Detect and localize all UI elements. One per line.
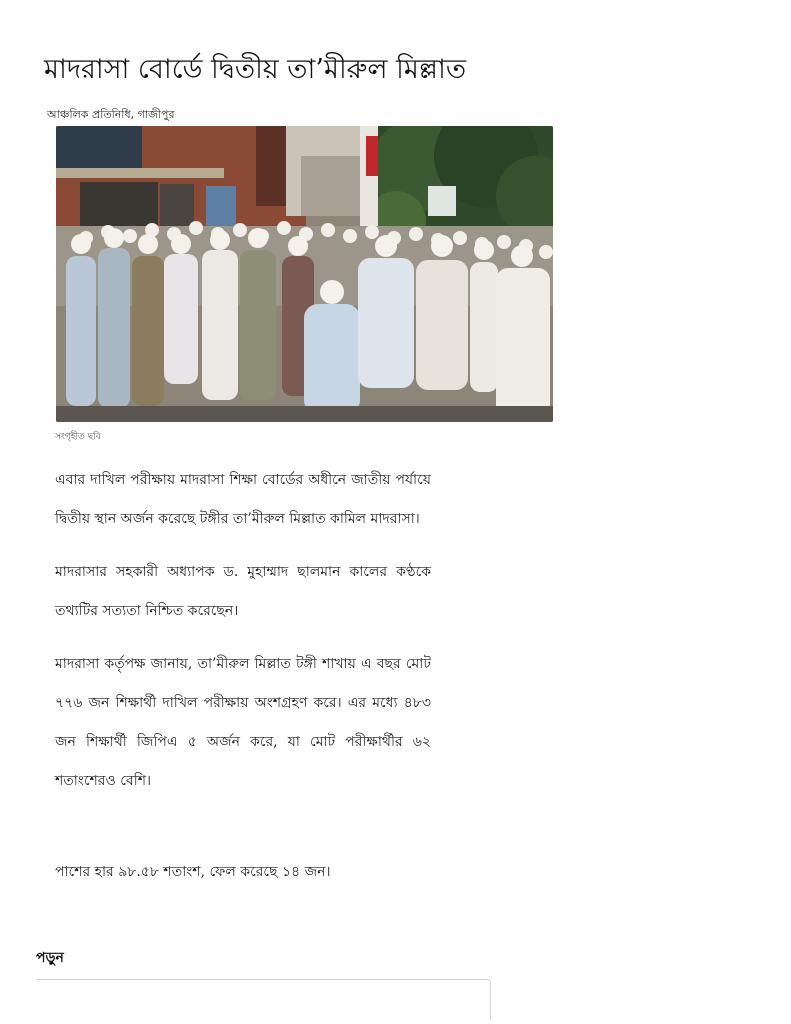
- read-more-heading: পড়ুন: [36, 950, 64, 966]
- article-paragraph: মাদরাসার সহকারী অধ্যাপক ড. মুহাম্মাদ ছালমান কালের কণ্ঠকে তথ্যটির সত্যতা নিশ্চিত করেছেন।: [55, 564, 431, 619]
- article-body: [55, 461, 431, 892]
- read-more-panel[interactable]: [36, 979, 491, 1020]
- article-paragraph: পাশের হার ৯৮.৫৮ শতাংশ, ফেল করেছে ১৪ জন।: [55, 864, 331, 880]
- article-byline: আঞ্চলিক প্রতিনিধি, গাজীপুর: [47, 108, 175, 121]
- article-photo: [56, 126, 553, 422]
- photo-caption: সংগৃহীত ছবি: [55, 432, 101, 442]
- article-paragraph: মাদরাসা কর্তৃপক্ষ জানায়, তা’মীরুল মিল্লাত টঙ্গী শাখায় এ বছর মোট ৭৭৬ জন শিক্ষার্থী দাখিল পরীক্ষায় অংশগ্রহণ করে। এর মধ্যে ৪৮৩ জন শিক্ষার্থী জিপিএ ৫ অর্জন করে, যা মোট পরীক্ষার্থীর ৬২ শতাংশেরও বেশি।: [55, 656, 431, 789]
- article-headline: মাদরাসা বোর্ডে দ্বিতীয় তা’মীরুল মিল্লাত: [44, 54, 467, 85]
- article-paragraph: এবার দাখিল পরীক্ষায় মাদরাসা শিক্ষা বোর্ডের অধীনে জাতীয় পর্যায়ে দ্বিতীয় স্থান অর্জন করেছে টঙ্গীর তা’মীরুল মিল্লাত কামিল মাদরাসা।: [55, 472, 431, 527]
